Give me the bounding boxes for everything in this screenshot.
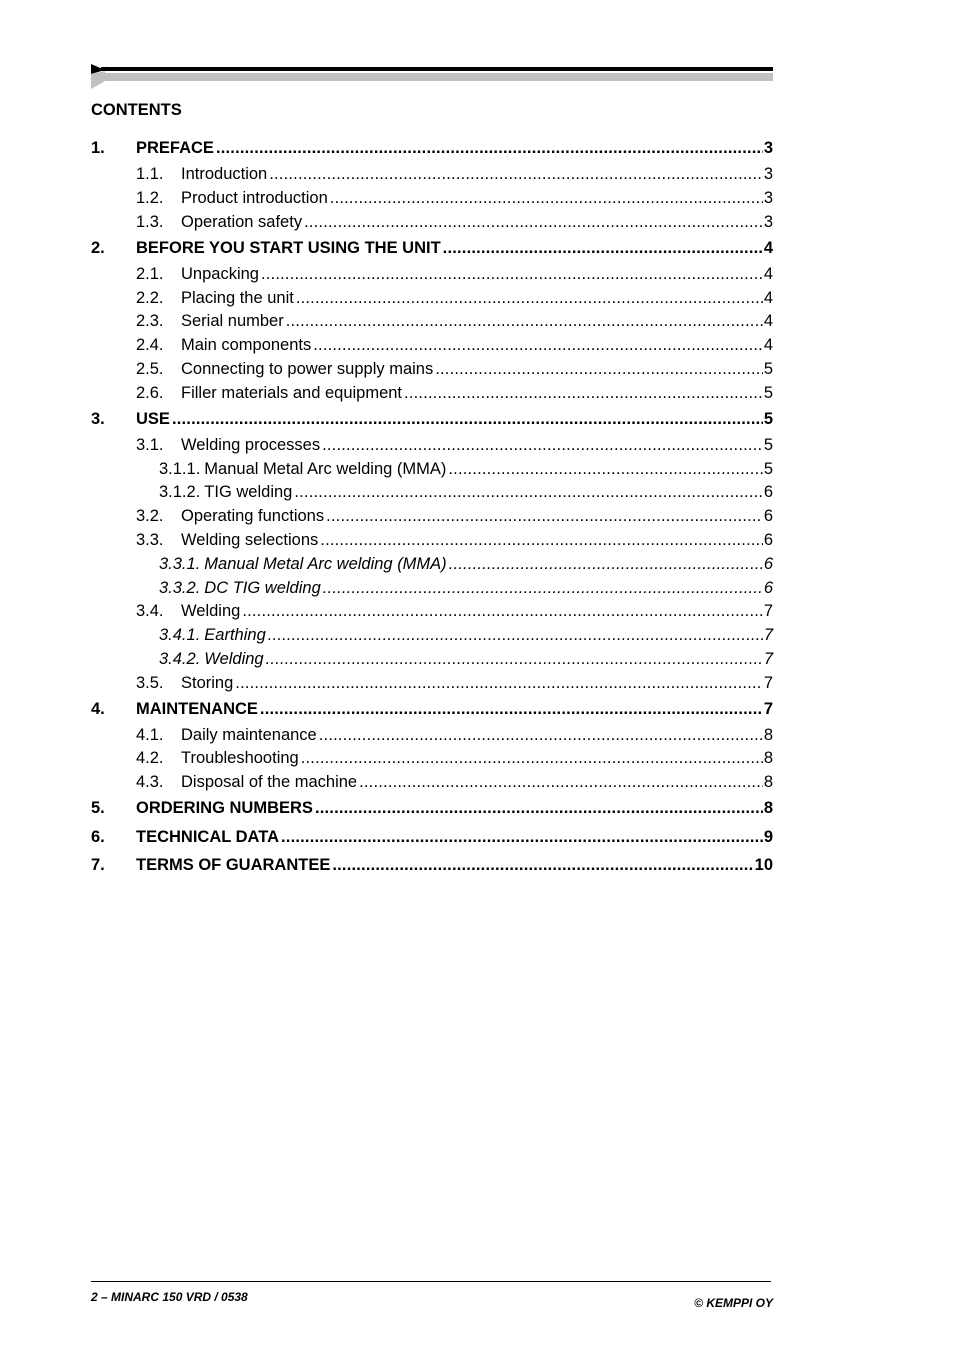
toc-entry-page: 7 [763, 650, 773, 668]
toc-entry [91, 481, 773, 503]
toc-entry-number: 4.1. [136, 726, 164, 744]
toc-entry-number: 4.3. [136, 773, 164, 791]
toc-entry-number: 7. [91, 856, 105, 874]
toc-entry [91, 854, 773, 876]
toc-entry-page: 6 [763, 507, 773, 525]
toc-entry-page: 4 [763, 312, 773, 330]
toc-entry [91, 826, 773, 848]
toc-entry-number: 2.3. [136, 312, 164, 330]
toc-entry-page: 5 [763, 436, 773, 454]
toc-dot-leader [320, 529, 763, 551]
footer-copyright: © KEMPPI OY [694, 1296, 773, 1310]
toc-dot-leader [326, 505, 763, 527]
toc-entry-number: 1. [91, 139, 105, 157]
toc-entry-title: ORDERING NUMBERS [136, 799, 313, 817]
toc-dot-leader [332, 854, 753, 876]
toc-dot-leader [443, 237, 763, 259]
toc-entry-number: 6. [91, 828, 105, 846]
toc-entry-page: 4 [763, 336, 773, 354]
toc-entry-title: BEFORE YOU START USING THE UNIT [136, 239, 441, 257]
toc-entry-title: USE [136, 410, 170, 428]
toc-entry-title: Introduction [181, 165, 268, 183]
toc-entry-page: 5 [763, 360, 773, 378]
toc-entry [91, 408, 773, 430]
toc-entry-page: 6 [763, 483, 773, 501]
toc-dot-leader [294, 481, 762, 503]
toc-entry-page: 6 [763, 531, 773, 549]
toc-entry-page: 4 [763, 289, 773, 307]
toc-entry [91, 263, 773, 285]
toc-dot-leader [242, 600, 762, 622]
toc-entry [91, 529, 773, 551]
toc-entry [91, 334, 773, 356]
toc-entry-number: 3.4.2. [159, 650, 201, 668]
toc-entry-title: Operating functions [181, 507, 325, 525]
toc-entry-title: Troubleshooting [181, 749, 299, 767]
toc-entry-number: 3.1.1. [159, 460, 201, 478]
toc-entry-page: 5 [763, 460, 773, 478]
toc-entry [91, 163, 773, 185]
toc-dot-leader [260, 698, 763, 720]
toc-entry [91, 553, 773, 575]
toc-entry-page: 8 [763, 726, 773, 744]
toc-dot-leader [301, 747, 763, 769]
toc-entry-title: Operation safety [181, 213, 303, 231]
toc-dot-leader [268, 624, 763, 646]
toc-entry-title: Placing the unit [181, 289, 294, 307]
toc-dot-leader [322, 434, 763, 456]
toc-entry-page: 10 [754, 856, 773, 874]
toc-entry-page: 7 [763, 602, 773, 620]
toc-entry-number: 4.2. [136, 749, 164, 767]
toc-entry-number: 1.1. [136, 165, 164, 183]
toc-entry-number: 3.3.1. [159, 555, 201, 573]
toc-entry-number: 2.4. [136, 336, 164, 354]
toc-entry-title: Manual Metal Arc welding (MMA) [204, 460, 447, 478]
header-decoration [91, 64, 773, 90]
toc-dot-leader [315, 797, 763, 819]
toc-entry-title: Main components [181, 336, 312, 354]
toc-entry [91, 358, 773, 380]
toc-entry-page: 4 [763, 239, 773, 257]
toc-entry-page: 4 [763, 265, 773, 283]
toc-entry [91, 747, 773, 769]
toc-entry-title: TERMS OF GUARANTEE [136, 856, 331, 874]
toc-entry [91, 797, 773, 819]
toc-entry-title: Welding selections [181, 531, 319, 549]
toc-entry-page: 3 [763, 165, 773, 183]
toc-entry-page: 9 [763, 828, 773, 846]
toc-dot-leader [269, 163, 763, 185]
toc-entry-number: 3.4. [136, 602, 164, 620]
toc-entry-page: 6 [763, 579, 773, 597]
toc-entry-page: 3 [763, 139, 773, 157]
toc-dot-leader [448, 458, 762, 480]
toc-dot-leader [286, 310, 763, 332]
toc-entry-title: Serial number [181, 312, 284, 330]
toc-entry-number: 3.4.1. [159, 626, 201, 644]
toc-entry-number: 3.3.2. [159, 579, 201, 597]
toc-entry-page: 8 [763, 799, 773, 817]
toc-entry [91, 698, 773, 720]
toc-entry [91, 434, 773, 456]
toc-entry [91, 137, 773, 159]
header-black-rule [101, 67, 773, 71]
toc-entry-number: 3.3. [136, 531, 164, 549]
toc-entry-page: 5 [763, 410, 773, 428]
toc-dot-leader [404, 382, 763, 404]
toc-dot-leader [281, 826, 763, 848]
toc-entry-page: 5 [763, 384, 773, 402]
toc-entry-number: 3.1. [136, 436, 164, 454]
toc-dot-leader [449, 553, 763, 575]
toc-entry [91, 458, 773, 480]
toc-dot-leader [266, 648, 763, 670]
footer-document-id: 2 – MINARC 150 VRD / 0538 [91, 1290, 248, 1304]
toc-entry [91, 310, 773, 332]
contents-heading: CONTENTS [91, 101, 182, 119]
toc-entry-number: 1.3. [136, 213, 164, 231]
toc-entry-number: 3.5. [136, 674, 164, 692]
toc-dot-leader [172, 408, 763, 430]
toc-dot-leader [435, 358, 763, 380]
toc-entry-title: Daily maintenance [181, 726, 317, 744]
toc-entry-title: Connecting to power supply mains [181, 360, 434, 378]
toc-entry-title: Unpacking [181, 265, 259, 283]
toc-dot-leader [235, 672, 763, 694]
toc-entry [91, 724, 773, 746]
toc-dot-leader [323, 577, 763, 599]
toc-entry-number: 2.6. [136, 384, 164, 402]
toc-dot-leader [304, 211, 763, 233]
toc-entry-title: Welding [204, 650, 264, 668]
toc-entry-page: 3 [763, 213, 773, 231]
toc-entry-title: Filler materials and equipment [181, 384, 403, 402]
toc-entry-title: TECHNICAL DATA [136, 828, 279, 846]
toc-entry-number: 4. [91, 700, 105, 718]
toc-entry-page: 6 [763, 555, 773, 573]
header-grey-rule [101, 73, 773, 81]
toc-entry [91, 577, 773, 599]
toc-entry [91, 624, 773, 646]
toc-entry-title: Welding processes [181, 436, 321, 454]
toc-entry-page: 7 [763, 700, 773, 718]
toc-dot-leader [296, 287, 763, 309]
toc-entry-number: 1.2. [136, 189, 164, 207]
toc-entry-title: PREFACE [136, 139, 214, 157]
toc-entry-title: Welding [181, 602, 241, 620]
toc-entry [91, 211, 773, 233]
toc-entry-title: Disposal of the machine [181, 773, 358, 791]
toc-dot-leader [319, 724, 763, 746]
toc-entry-title: DC TIG welding [204, 579, 321, 597]
toc-entry-title: MAINTENANCE [136, 700, 258, 718]
toc-entry-number: 5. [91, 799, 105, 817]
toc-entry [91, 382, 773, 404]
toc-entry [91, 505, 773, 527]
toc-entry-number: 2. [91, 239, 105, 257]
toc-entry-number: 3.1.2. [159, 483, 201, 501]
footer-rule [91, 1281, 771, 1282]
toc-entry-page: 3 [763, 189, 773, 207]
toc-dot-leader [359, 771, 763, 793]
toc-entry-number: 2.2. [136, 289, 164, 307]
toc-entry-page: 7 [763, 674, 773, 692]
toc-entry [91, 287, 773, 309]
toc-entry-title: Earthing [204, 626, 266, 644]
toc-dot-leader [330, 187, 763, 209]
toc-dot-leader [313, 334, 763, 356]
toc-entry [91, 600, 773, 622]
toc-entry [91, 648, 773, 670]
toc-entry-title: Product introduction [181, 189, 328, 207]
toc-entry-page: 7 [763, 626, 773, 644]
toc-entry-number: 3. [91, 410, 105, 428]
toc-entry-number: 2.1. [136, 265, 164, 283]
toc-entry-number: 2.5. [136, 360, 164, 378]
toc-entry-page: 8 [763, 773, 773, 791]
toc-dot-leader [216, 137, 763, 159]
toc-entry [91, 187, 773, 209]
toc-entry-number: 3.2. [136, 507, 164, 525]
toc-entry-page: 8 [763, 749, 773, 767]
toc-entry [91, 237, 773, 259]
toc-entry-title: Manual Metal Arc welding (MMA) [204, 555, 447, 573]
toc-entry [91, 672, 773, 694]
toc-entry-title: Storing [181, 674, 234, 692]
toc-entry-title: TIG welding [204, 483, 293, 501]
toc-dot-leader [261, 263, 763, 285]
toc-entry [91, 771, 773, 793]
